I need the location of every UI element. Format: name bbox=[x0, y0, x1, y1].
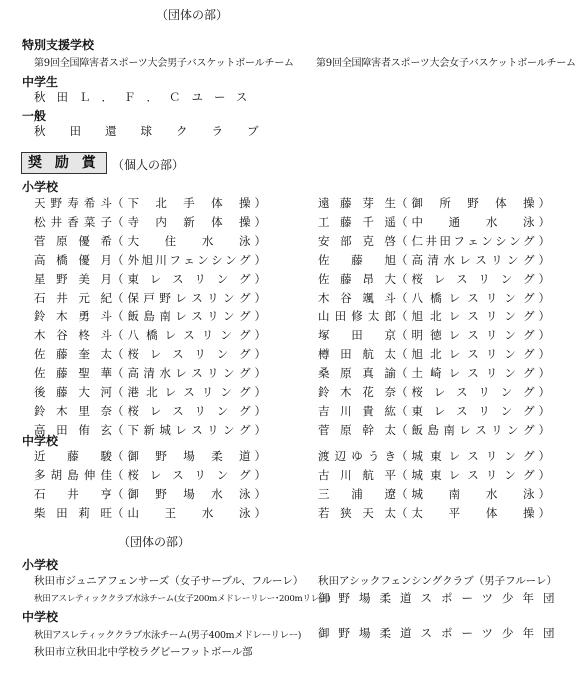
junior-high-right-row bbox=[318, 487, 550, 501]
club-affiliation: （ 下 新 城 レ ス リ ン グ ） bbox=[112, 422, 266, 437]
club-name: 土 崎 レ ス リ ン グ bbox=[411, 366, 535, 381]
club-name: 御 野 場 柔 道 bbox=[127, 449, 251, 463]
club-affiliation: （ 土 崎 レ ス リ ン グ ） bbox=[396, 366, 550, 381]
club-name: 寺 内 新 体 操 bbox=[127, 214, 251, 229]
club-name: 八 橋 レ ス リ ン グ bbox=[411, 290, 535, 305]
elementary-right-row bbox=[318, 347, 550, 361]
elementary-right-row bbox=[318, 423, 550, 437]
person-name: 松 井 香 菜 子 bbox=[34, 214, 112, 229]
club-name: 太 平 体 操 bbox=[411, 505, 535, 520]
junior-high-left-row bbox=[34, 487, 266, 501]
club-name: 飯 島 南 レ ス リ ン グ bbox=[411, 422, 535, 437]
group-jh-row1-right: 御野場柔道スポーツ少年団 bbox=[318, 626, 564, 640]
award-badge: 奨 励 賞 bbox=[21, 152, 107, 174]
label-elementary-individual: 小学校 bbox=[22, 180, 59, 194]
elementary-left-row bbox=[34, 404, 266, 418]
club-affiliation: （ 寺 内 新 体 操 ） bbox=[112, 214, 266, 229]
label-junior-high-group: 中学校 bbox=[22, 610, 59, 624]
junior-high-right-row bbox=[318, 506, 550, 520]
elementary-right-row bbox=[318, 309, 550, 323]
club-name: 東 レ ス リ ン グ bbox=[411, 403, 535, 418]
elementary-left-row bbox=[34, 423, 266, 437]
club-affiliation: （ 桜 レ ス リ ン グ ） bbox=[112, 347, 266, 362]
elementary-left-row bbox=[34, 328, 266, 342]
club-name: 城 東 レ ス リ ン グ bbox=[411, 449, 535, 463]
club-name: 中 通 水 泳 bbox=[411, 214, 535, 229]
club-affiliation: （ 御 所 野 体 操 ） bbox=[396, 196, 550, 210]
club-name: 明 徳 レ ス リ ン グ bbox=[411, 328, 535, 343]
club-name: 下 新 城 レ ス リ ン グ bbox=[127, 422, 251, 437]
elementary-left-row bbox=[34, 309, 266, 323]
club-affiliation: （ 桜 レ ス リ ン グ ） bbox=[112, 467, 266, 482]
club-name: 城 東 レ ス リ ン グ bbox=[411, 467, 535, 482]
label-junior-high-top: 中学生 bbox=[22, 75, 59, 89]
person-name: 山 田 修 太 郎 bbox=[318, 309, 396, 324]
club-affiliation: （ 旭 北 レ ス リ ン グ ） bbox=[396, 309, 550, 324]
heading-group-top: （団体の部） bbox=[156, 8, 229, 22]
junior-high-left-row bbox=[34, 506, 266, 520]
person-name: 天 野 寿 希 斗 bbox=[34, 196, 112, 210]
club-affiliation: （ 御 野 場 柔 道 ） bbox=[112, 449, 266, 463]
club-affiliation: （ 下 北 手 体 操 ） bbox=[112, 196, 266, 210]
club-name: 仁 井 田 フ ェ ン シ ン グ bbox=[411, 233, 535, 248]
person-name: 菅 原 優 希 bbox=[34, 233, 112, 248]
person-name: 佐 藤 奎 太 bbox=[34, 347, 112, 362]
person-name: 高 橋 優 月 bbox=[34, 252, 112, 267]
club-affiliation: （ 太 平 体 操 ） bbox=[396, 505, 550, 520]
person-name: 工 藤 千 遥 bbox=[318, 214, 396, 229]
junior-high-right-row bbox=[318, 468, 550, 482]
person-name: 高 田 侑 玄 bbox=[34, 422, 112, 437]
elementary-left-row bbox=[34, 347, 266, 361]
club-name: 桜 レ ス リ ン グ bbox=[411, 385, 535, 399]
club-name: 桜 レ ス リ ン グ bbox=[127, 467, 251, 482]
club-affiliation: （ 保 戸 野 レ ス リ ン グ ） bbox=[112, 290, 266, 305]
label-special-school: 特別支援学校 bbox=[22, 38, 95, 52]
elementary-left-row bbox=[34, 366, 266, 380]
club-affiliation: （ 城 南 水 泳 ） bbox=[396, 486, 550, 501]
person-name: 多 胡 島 伸 佳 bbox=[34, 467, 112, 482]
person-name: 柴 田 莉 旺 bbox=[34, 505, 112, 520]
club-affiliation: （ 城 東 レ ス リ ン グ ） bbox=[396, 449, 550, 463]
club-affiliation: （ 八 橋 レ ス リ ン グ ） bbox=[396, 290, 550, 305]
club-affiliation: （ 港 北 レ ス リ ン グ ） bbox=[112, 385, 266, 399]
heading-individual: （個人の部） bbox=[112, 158, 185, 172]
person-name: 渡 辺 ゆ う き bbox=[318, 449, 396, 463]
person-name: 木 谷 颯 斗 bbox=[318, 290, 396, 305]
club-affiliation: （ 城 東 レ ス リ ン グ ） bbox=[396, 467, 550, 482]
person-name: 菅 原 幹 太 bbox=[318, 422, 396, 437]
person-name: 佐 藤 昂 大 bbox=[318, 271, 396, 286]
person-name: 遠 藤 芽 生 bbox=[318, 196, 396, 210]
club-name: 御 野 場 水 泳 bbox=[127, 486, 251, 501]
person-name: 後 藤 大 河 bbox=[34, 385, 112, 399]
club-affiliation: （ 高 清 水 レ ス リ ン グ ） bbox=[112, 366, 266, 381]
club-affiliation: （ 高 清 水 レ ス リ ン グ ） bbox=[396, 252, 550, 267]
club-affiliation: （ 桜 レ ス リ ン グ ） bbox=[396, 385, 550, 399]
special-school-right-entry: 第9回全国障害者スポーツ大会女子バスケットボールチーム bbox=[316, 58, 576, 69]
club-name: 旭 北 レ ス リ ン グ bbox=[411, 309, 535, 324]
club-name: 山 王 水 泳 bbox=[127, 505, 251, 520]
club-affiliation: （ 明 徳 レ ス リ ン グ ） bbox=[396, 328, 550, 343]
club-name: 御 所 野 体 操 bbox=[411, 196, 535, 210]
person-name: 三 浦 遼 bbox=[318, 486, 396, 501]
club-name: 高 清 水 レ ス リ ン グ bbox=[127, 366, 251, 381]
elementary-left-row bbox=[34, 253, 266, 267]
person-name: 塚 田 京 bbox=[318, 328, 396, 343]
group-elem-row1-left: 秋田市ジュニアフェンサーズ（女子サーブル、フルーレ） bbox=[34, 575, 304, 587]
junior-high-left-row bbox=[34, 449, 266, 463]
elementary-left-row bbox=[34, 215, 266, 229]
club-affiliation: （ 桜 レ ス リ ン グ ） bbox=[396, 271, 550, 286]
group-jh-row1-left: 秋田アスレティッククラブ水泳チーム(男子400mメドレーリレー) bbox=[34, 630, 302, 641]
person-name: 樽 田 航 太 bbox=[318, 347, 396, 362]
elementary-left-row bbox=[34, 291, 266, 305]
elementary-left-row bbox=[34, 272, 266, 286]
special-school-left-entry: 第9回全国障害者スポーツ大会男子バスケットボールチーム bbox=[34, 58, 294, 69]
club-affiliation: （ 中 通 水 泳 ） bbox=[396, 214, 550, 229]
club-affiliation: （ 桜 レ ス リ ン グ ） bbox=[112, 403, 266, 418]
club-name: 八 橋 レ ス リ ン グ bbox=[127, 328, 251, 343]
label-general: 一般 bbox=[22, 109, 47, 123]
general-entry: 秋田還球クラブ bbox=[34, 124, 283, 138]
junior-high-right-row bbox=[318, 449, 550, 463]
junior-high-top-entry: 秋田Ｌ．Ｆ．Ｃユース bbox=[34, 90, 259, 104]
person-name: 近 藤 駿 bbox=[34, 449, 112, 463]
person-name: 桑 原 真 諭 bbox=[318, 366, 396, 381]
elementary-right-row bbox=[318, 253, 550, 267]
club-affiliation: （ 仁 井 田 フ ェ ン シ ン グ ） bbox=[396, 233, 550, 248]
heading-group-bottom: （団体の部） bbox=[118, 535, 191, 549]
club-name: 城 南 水 泳 bbox=[411, 486, 535, 501]
elementary-right-row bbox=[318, 328, 550, 342]
person-name: 鈴 木 里 奈 bbox=[34, 403, 112, 418]
club-name: 飯 島 南 レ ス リ ン グ bbox=[127, 309, 251, 324]
elementary-left-row bbox=[34, 234, 266, 248]
person-name: 佐 藤 旭 bbox=[318, 252, 396, 267]
club-name: 保 戸 野 レ ス リ ン グ bbox=[127, 290, 251, 305]
person-name: 古 川 航 平 bbox=[318, 467, 396, 482]
elementary-right-row bbox=[318, 272, 550, 286]
club-name: 外 旭 川 フ ェ ン シ ン グ bbox=[127, 252, 251, 267]
group-elem-row2-left: 秋田アスレティッククラブ水泳チーム(女子200mメドレーリレー･200mリレー) bbox=[34, 594, 331, 604]
club-name: 旭 北 レ ス リ ン グ bbox=[411, 347, 535, 362]
elementary-right-row bbox=[318, 291, 550, 305]
elementary-right-row bbox=[318, 366, 550, 380]
elementary-left-row bbox=[34, 196, 266, 210]
elementary-left-row bbox=[34, 385, 266, 399]
club-affiliation: （ 外 旭 川 フ ェ ン シ ン グ ） bbox=[112, 252, 266, 267]
club-affiliation: （ 御 野 場 水 泳 ） bbox=[112, 486, 266, 501]
club-name: 桜 レ ス リ ン グ bbox=[127, 403, 251, 418]
club-name: 東 レ ス リ ン グ bbox=[127, 271, 251, 286]
club-affiliation: （ 東 レ ス リ ン グ ） bbox=[396, 403, 550, 418]
label-elementary-group: 小学校 bbox=[22, 558, 59, 572]
person-name: 星 野 美 月 bbox=[34, 271, 112, 286]
elementary-right-row bbox=[318, 215, 550, 229]
club-affiliation: （ 東 レ ス リ ン グ ） bbox=[112, 271, 266, 286]
junior-high-left-row bbox=[34, 468, 266, 482]
elementary-right-row bbox=[318, 385, 550, 399]
club-affiliation: （ 旭 北 レ ス リ ン グ ） bbox=[396, 347, 550, 362]
person-name: 佐 藤 聖 華 bbox=[34, 366, 112, 381]
club-affiliation: （ 山 王 水 泳 ） bbox=[112, 505, 266, 520]
elementary-right-row bbox=[318, 404, 550, 418]
elementary-right-row bbox=[318, 234, 550, 248]
person-name: 鈴 木 花 奈 bbox=[318, 385, 396, 399]
group-jh-row2-left: 秋田市立秋田北中学校ラグビーフットボール部 bbox=[34, 646, 253, 658]
club-name: 高 清 水 レ ス リ ン グ bbox=[411, 252, 535, 267]
club-name: 大 住 水 泳 bbox=[127, 233, 251, 248]
club-affiliation: （ 飯 島 南 レ ス リ ン グ ） bbox=[396, 422, 550, 437]
club-name: 港 北 レ ス リ ン グ bbox=[127, 385, 251, 399]
person-name: 鈴 木 勇 斗 bbox=[34, 309, 112, 324]
label-junior-high-individual: 中学校 bbox=[22, 434, 59, 448]
club-name: 桜 レ ス リ ン グ bbox=[127, 347, 251, 362]
person-name: 吉 川 貴 紘 bbox=[318, 403, 396, 418]
group-elem-row2-right: 御野場柔道スポーツ少年団 bbox=[318, 591, 564, 605]
club-affiliation: （ 八 橋 レ ス リ ン グ ） bbox=[112, 328, 266, 343]
person-name: 安 部 克 啓 bbox=[318, 233, 396, 248]
group-elem-row1-right: 秋田アシックフェンシングクラブ（男子フルーレ） bbox=[318, 575, 557, 587]
person-name: 若 狭 天 太 bbox=[318, 505, 396, 520]
club-affiliation: （ 大 住 水 泳 ） bbox=[112, 233, 266, 248]
person-name: 木 谷 柊 斗 bbox=[34, 328, 112, 343]
club-name: 桜 レ ス リ ン グ bbox=[411, 271, 535, 286]
club-name: 下 北 手 体 操 bbox=[127, 196, 251, 210]
elementary-right-row bbox=[318, 196, 550, 210]
person-name: 石 井 元 紀 bbox=[34, 290, 112, 305]
club-affiliation: （ 飯 島 南 レ ス リ ン グ ） bbox=[112, 309, 266, 324]
person-name: 石 井 亨 bbox=[34, 486, 112, 501]
